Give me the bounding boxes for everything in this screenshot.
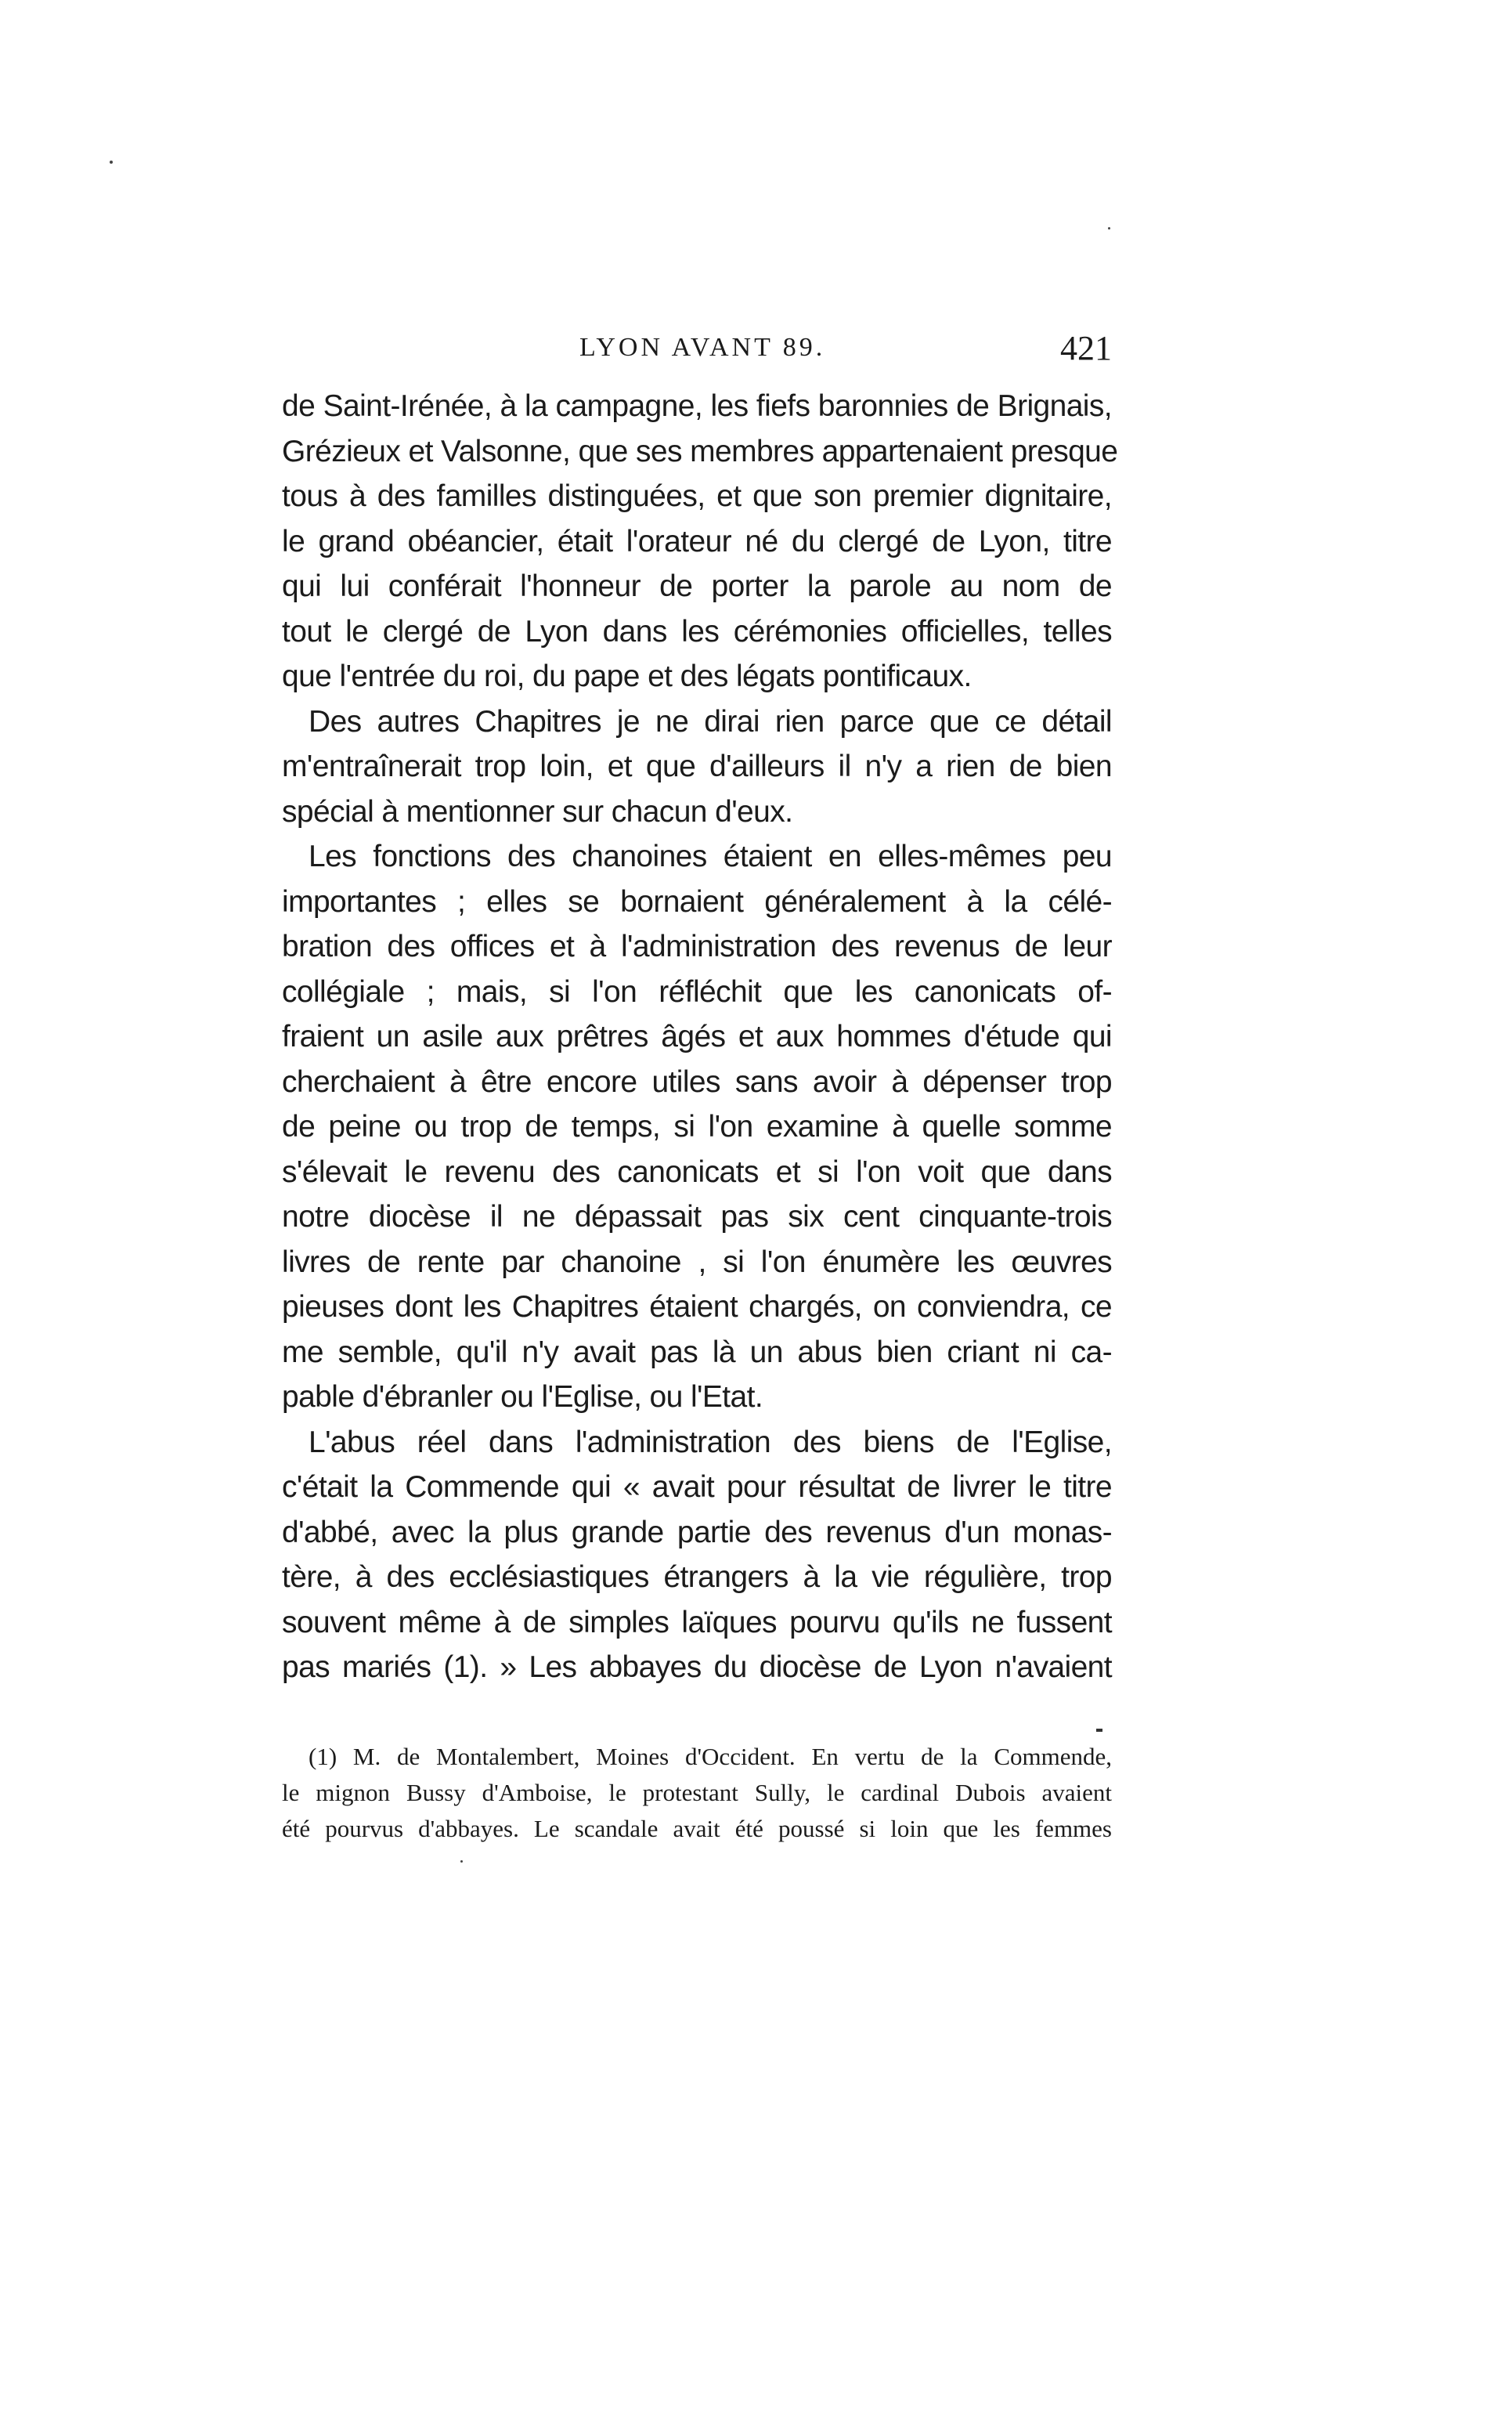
text-line: c'était la Commende qui « avait pour résultat de livrer le titre bbox=[282, 1470, 1112, 1504]
text-line: pable d'ébranler ou l'Eglise, ou l'Etat. bbox=[282, 1380, 763, 1414]
footnote-mark bbox=[1096, 1729, 1102, 1732]
footnote-line: le mignon Bussy d'Amboise, le protestant Sully, le cardinal Dubois avaient bbox=[282, 1779, 1112, 1806]
text-line: me semble, qu'il n'y avait pas là un abus bien criant ni ca- bbox=[282, 1335, 1112, 1369]
scan-speck bbox=[1108, 227, 1110, 229]
text-line: pieuses dont les Chapitres étaient chargés, on conviendra, ce bbox=[282, 1290, 1112, 1324]
text-line: m'entraînerait trop loin, et que d'ailleurs il n'y a rien de bien bbox=[282, 750, 1112, 783]
text-line: tère, à des ecclésiastiques étrangers à la vie régulière, trop bbox=[282, 1560, 1112, 1594]
text-line: Grézieux et Valsonne, que ses membres appartenaient presque bbox=[282, 434, 1118, 468]
text-line: fraient un asile aux prêtres âgés et aux hommes d'étude qui bbox=[282, 1020, 1112, 1053]
text-line: L'abus réel dans l'administration des biens de l'Eglise, bbox=[309, 1425, 1112, 1459]
text-line: pas mariés (1). » Les abbayes du diocèse de Lyon n'avaient bbox=[282, 1650, 1112, 1684]
text-line: notre diocèse il ne dépassait pas six cent cinquante-trois bbox=[282, 1200, 1112, 1234]
text-line: tous à des familles distinguées, et que son premier dignitaire, bbox=[282, 479, 1112, 513]
text-line: tout le clergé de Lyon dans les cérémonies officielles, telles bbox=[282, 614, 1112, 649]
text-line: s'élevait le revenu des canonicats et si l'on voit que dans bbox=[282, 1155, 1112, 1189]
page-header bbox=[282, 329, 1112, 380]
text-line: de Saint-Irénée, à la campagne, les fiefs baronnies de Brignais, bbox=[282, 389, 1112, 423]
text-line: souvent même à de simples laïques pourvu qu'ils ne fussent bbox=[282, 1605, 1112, 1639]
text-line: le grand obéancier, était l'orateur né du clergé de Lyon, titre bbox=[282, 524, 1112, 558]
text-line: de peine ou trop de temps, si l'on examine à quelle somme bbox=[282, 1110, 1112, 1144]
scan-speck bbox=[460, 1860, 463, 1863]
text-line: d'abbé, avec la plus grande partie des revenus d'un monas- bbox=[282, 1515, 1112, 1549]
text-line: bration des offices et à l'administration des revenus de leur bbox=[282, 930, 1112, 963]
footnote bbox=[282, 1739, 1112, 1847]
text-line: importantes ; elles se bornaient généralement à la célé- bbox=[282, 884, 1112, 919]
scan-speck bbox=[110, 161, 113, 164]
running-title: LYON AVANT 89. bbox=[579, 333, 826, 362]
footnote-line: (1) M. de Montalembert, Moines d'Occident. En vertu de la Commende, bbox=[309, 1743, 1112, 1770]
page-number: 421 bbox=[1060, 329, 1112, 367]
text-line: Les fonctions des chanoines étaient en elles-mêmes peu bbox=[309, 840, 1112, 873]
text-line: livres de rente par chanoine , si l'on énumère les œuvres bbox=[282, 1245, 1112, 1279]
text-line: Des autres Chapitres je ne dirai rien parce que ce détail bbox=[309, 704, 1112, 739]
text-line: cherchaient à être encore utiles sans avoir à dépenser trop bbox=[282, 1064, 1112, 1099]
text-line: qui lui conférait l'honneur de porter la parole au nom de bbox=[282, 569, 1112, 603]
footnote-line: été pourvus d'abbayes. Le scandale avait été poussé si loin que les femmes bbox=[282, 1815, 1112, 1842]
body-text bbox=[282, 384, 1118, 1690]
text-line: spécial à mentionner sur chacun d'eux. bbox=[282, 794, 793, 829]
text-line: collégiale ; mais, si l'on réfléchit que les canonicats of- bbox=[282, 974, 1112, 1009]
text-line: que l'entrée du roi, du pape et des légats pontificaux. bbox=[282, 660, 972, 693]
